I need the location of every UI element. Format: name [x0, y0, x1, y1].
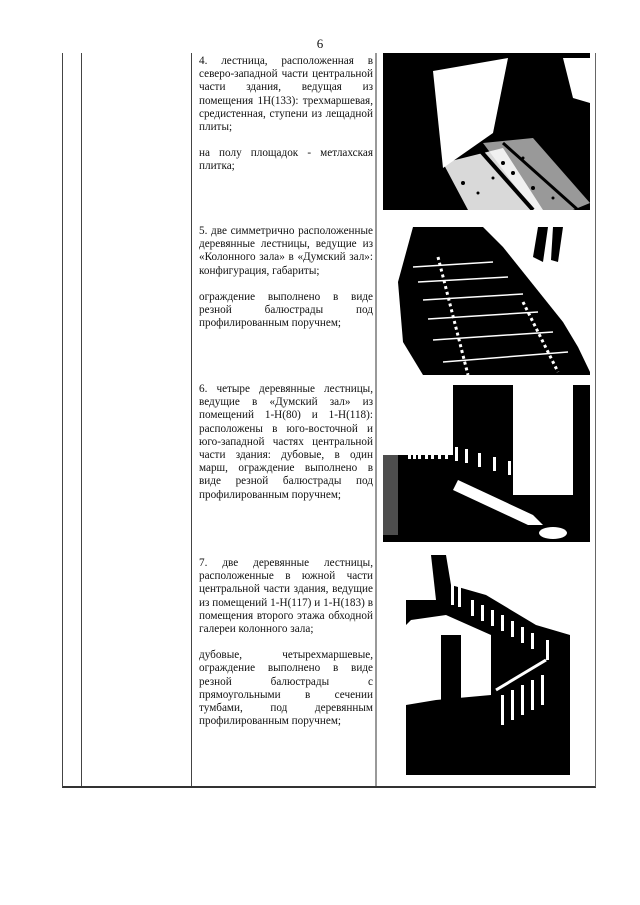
entry-7-description	[199, 557, 373, 728]
staircase-photo-stone-steps	[383, 53, 590, 210]
entry-paragraph: дубовые, четырехмаршевые, ограждение выполнено в виде резной балюстрады с прямоугольными в сечении тумбами, под деревянным профилированным поручнем;	[199, 649, 373, 728]
staircase-photo-balustrade	[383, 385, 590, 542]
column-divider	[375, 53, 377, 786]
entry-paragraph: 4. лестница, расположенная в северо-западной части центральной части здания, ведущая из помещения 1Н(133): трехмаршевая, средистенная, ступени из лещадной плиты;	[199, 55, 373, 134]
page-number: 6	[316, 36, 324, 51]
entry-paragraph: ограждение выполнено в виде резной балюстрады под профилированным поручнем;	[199, 290, 373, 330]
entry-paragraph: на полу площадок - метлахская плитка;	[199, 147, 373, 173]
entry-6-description	[199, 383, 373, 502]
entry-paragraph: 6. четыре деревянные лестницы, ведущие в «Думский зал» из помещений 1-Н(80) и 1-Н(118): расположены в юго-восточной и юго-западной частях центральной части здания: дубовые, в один марш, ограждение выполнено в виде резной балюстрады под профилированным поручнем;	[199, 383, 373, 501]
staircase-photo-winding-balustrade	[406, 555, 570, 775]
column-divider	[81, 53, 82, 786]
entry-4-description	[199, 55, 373, 174]
column-divider	[191, 53, 192, 786]
staircase-photo-carpeted-steps	[393, 222, 590, 375]
entry-5-description	[199, 225, 373, 330]
entry-paragraph: 7. две деревянные лестницы, расположенные в южной части центральной части здания, ведущие из помещений 1-Н(117) и 1-Н(183) в помещения второго этажа обходной галереи колонного зала;	[199, 557, 373, 636]
entry-paragraph: 5. две симметрично расположенные деревянные лестницы, ведущие из «Колонного зала» в «Думский зал»: конфигурация, габариты;	[199, 225, 373, 277]
